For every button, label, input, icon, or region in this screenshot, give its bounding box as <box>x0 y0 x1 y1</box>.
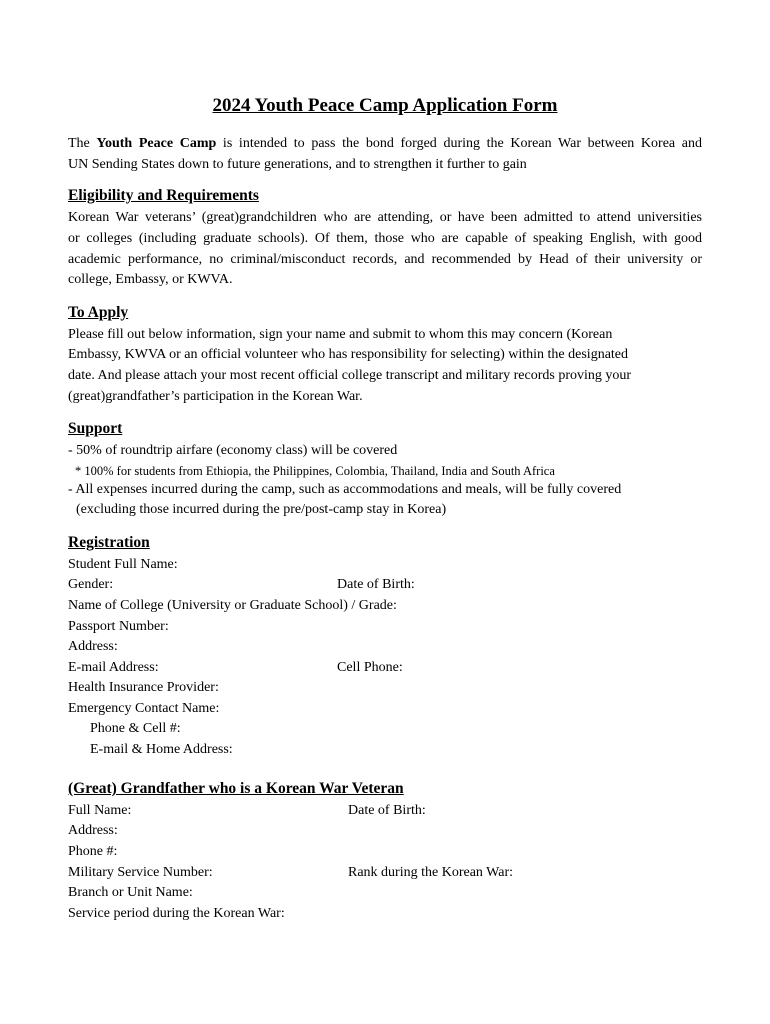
apply-line: Embassy, KWVA or an official volunteer who has responsibility for selecting) within the designated <box>68 347 629 362</box>
emergency-contact-label: Emergency Contact Name: <box>68 701 220 716</box>
support-full-airfare-note: * 100% for students from Ethiopia, the Philippines, Colombia, Thailand, India and South Africa <box>75 464 555 478</box>
eligibility-heading: Eligibility and Requirements <box>68 187 259 204</box>
intro-line-2: UN Sending States down to future generations, and to strengthen it further to gain <box>68 157 527 172</box>
form-title: 2024 Youth Peace Camp Application Form <box>212 95 558 116</box>
support-heading: Support <box>68 420 123 437</box>
support-airfare: - 50% of roundtrip airfare (economy class) will be covered <box>68 443 398 458</box>
health-insurance-label: Health Insurance Provider: <box>68 680 219 695</box>
military-service-number-label: Military Service Number: <box>68 865 213 880</box>
apply-heading: To Apply <box>68 304 129 321</box>
student-address-label: Address: <box>68 639 118 654</box>
passport-number-label: Passport Number: <box>68 619 169 634</box>
veteran-dob-label: Date of Birth: <box>348 803 426 818</box>
apply-line: Please fill out below information, sign your name and submit to whom this may concern (Korean <box>68 327 613 342</box>
student-dob-label: Date of Birth: <box>337 577 415 592</box>
cell-phone-label: Cell Phone: <box>337 660 403 675</box>
veteran-address-label: Address: <box>68 823 118 838</box>
registration-heading: Registration <box>68 534 150 551</box>
student-full-name-label: Student Full Name: <box>68 557 178 572</box>
rank-label: Rank during the Korean War: <box>348 865 514 880</box>
veteran-phone-label: Phone #: <box>68 844 118 859</box>
veteran-heading: (Great) Grandfather who is a Korean War Veteran <box>68 780 404 797</box>
intro-line-1 <box>68 134 702 155</box>
eligibility-line: or colleges (including graduate schools). Of them, those who are capable of speaking English, with good <box>68 231 702 246</box>
support-expenses-exclusion: (excluding those incurred during the pre/post-camp stay in Korea) <box>76 502 447 517</box>
intro-prefix: The <box>68 136 97 151</box>
eligibility-line: college, Embassy, or KWVA. <box>68 272 233 287</box>
support-expenses: - All expenses incurred during the camp, such as accommodations and meals, will be fully covered <box>68 482 622 497</box>
apply-line: date. And please attach your most recent official college transcript and military records proving your <box>68 368 632 383</box>
eligibility-line: Korean War veterans’ (great)grandchildren who are attending, or have been admitted to attend universities <box>68 210 702 225</box>
college-label: Name of College (University or Graduate School) / Grade: <box>68 598 397 613</box>
apply-line: (great)grandfather’s participation in the Korean War. <box>68 389 363 404</box>
veteran-full-name-label: Full Name: <box>68 803 132 818</box>
intro-line-1-rest: is intended to pass the bond forged during the Korean War between Korea and <box>216 136 703 151</box>
emergency-email-label: E-mail & Home Address: <box>90 742 233 757</box>
email-address-label: E-mail Address: <box>68 660 159 675</box>
service-period-label: Service period during the Korean War: <box>68 906 285 921</box>
emergency-phone-label: Phone & Cell #: <box>90 721 181 736</box>
intro-program-name: Youth Peace Camp <box>96 136 217 151</box>
gender-label: Gender: <box>68 577 114 592</box>
eligibility-line: academic performance, no criminal/misconduct records, and recommended by Head of their university or <box>68 252 702 267</box>
branch-unit-label: Branch or Unit Name: <box>68 885 193 900</box>
